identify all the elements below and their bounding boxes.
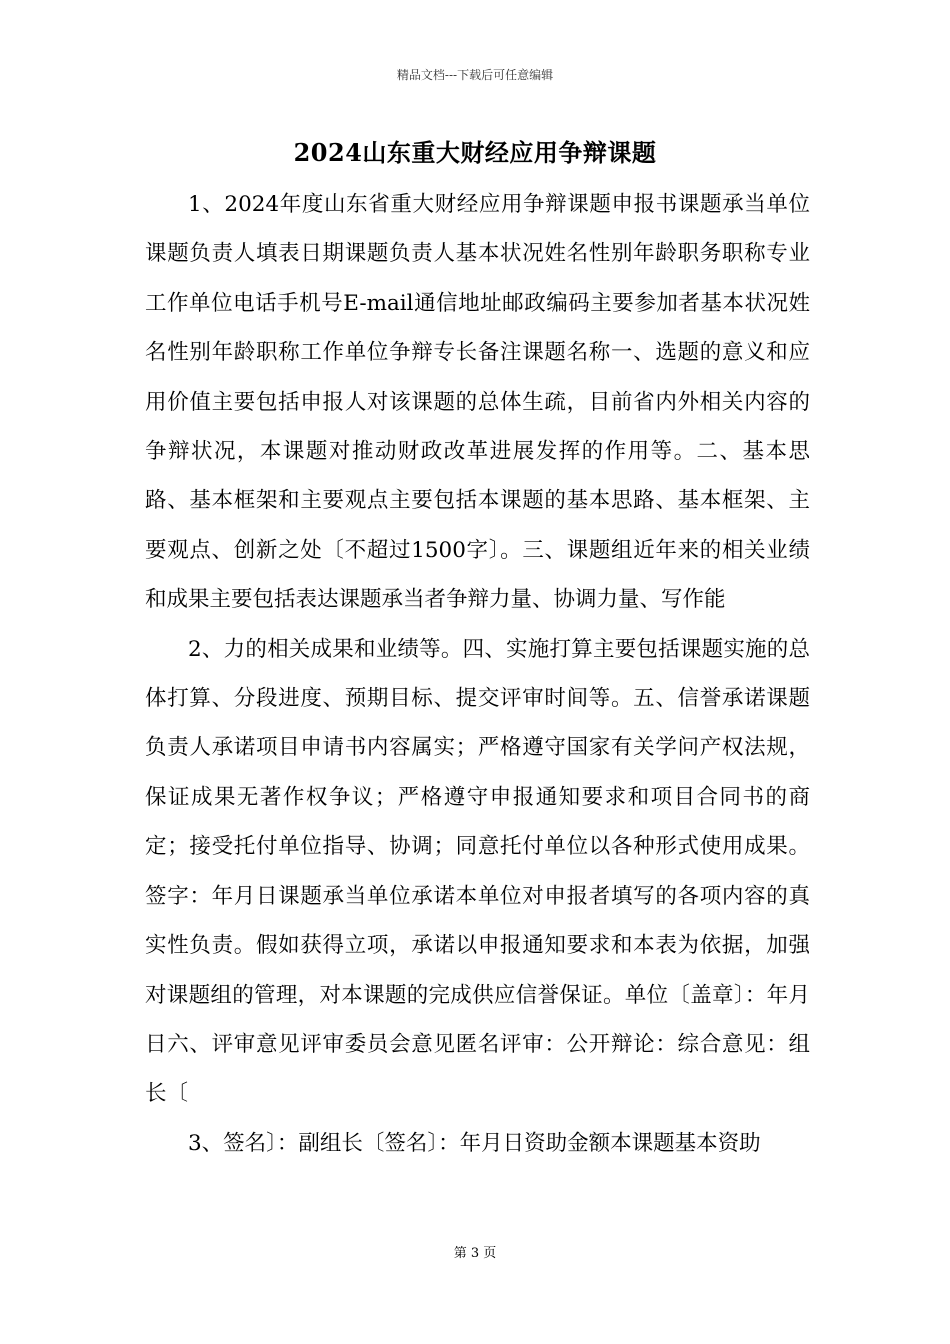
paragraph-3: 3、签名〕：副组长〔签名〕：年月日资助金额本课题基本资助 (188, 1130, 761, 1156)
page-header: 精品文档---下载后可任意编辑 (396, 68, 554, 82)
paragraph-2: 2、力的相关成果和业绩等。四、实施打算主要包括课题实施的总体打算、分段进度、预期目标、提交评审时间等。五、信誉承诺课题负责人承诺项目申请书内容属实；严格遵守国家有关学问产权法规，保证成果无著作权争议；严格遵守申报通知要求和项目合同书的商定；接受托付单位指导、协调；同意托付单位以各种形式使用成果。签字：年月日课题承当单位承诺本单位对申报者填写的各项内容的真实性负责。假如获得立项，承诺以申报通知要求和本表为依据，加强对课题组的管理，对本课题的完成供应信誉保证。单位〔盖章〕：年月日六、评审意见评审委员会意见匿名评审：公开辩论：综合意见：组长〔 (145, 636, 810, 1107)
document-title: 2024山东重大财经应用争辩课题 (293, 138, 657, 167)
paragraph-1: 1、2024年度山东省重大财经应用争辩课题申报书课题承当单位课题负责人填表日期课题负责人基本状况姓名性别年龄职务职称专业工作单位电话手机号E-mail通信地址邮政编码主要参加者基本状况姓名性别年龄职称工作单位争辩专长备注课题名称一、选题的意义和应用价值主要包括申报人对该课题的总体生疏，目前省内外相关内容的争辩状况，本课题对推动财政改革进展发挥的作用等。二、基本思路、基本框架和主要观点主要包括本课题的基本思路、基本框架、主要观点、创新之处〔不超过1500字〕。三、课题组近年来的相关业绩和成果主要包括表达课题承当者争辩力量、协调力量、写作能 (145, 192, 810, 613)
document-body (145, 180, 810, 1168)
page-number: 第 3 页 (453, 1246, 497, 1261)
